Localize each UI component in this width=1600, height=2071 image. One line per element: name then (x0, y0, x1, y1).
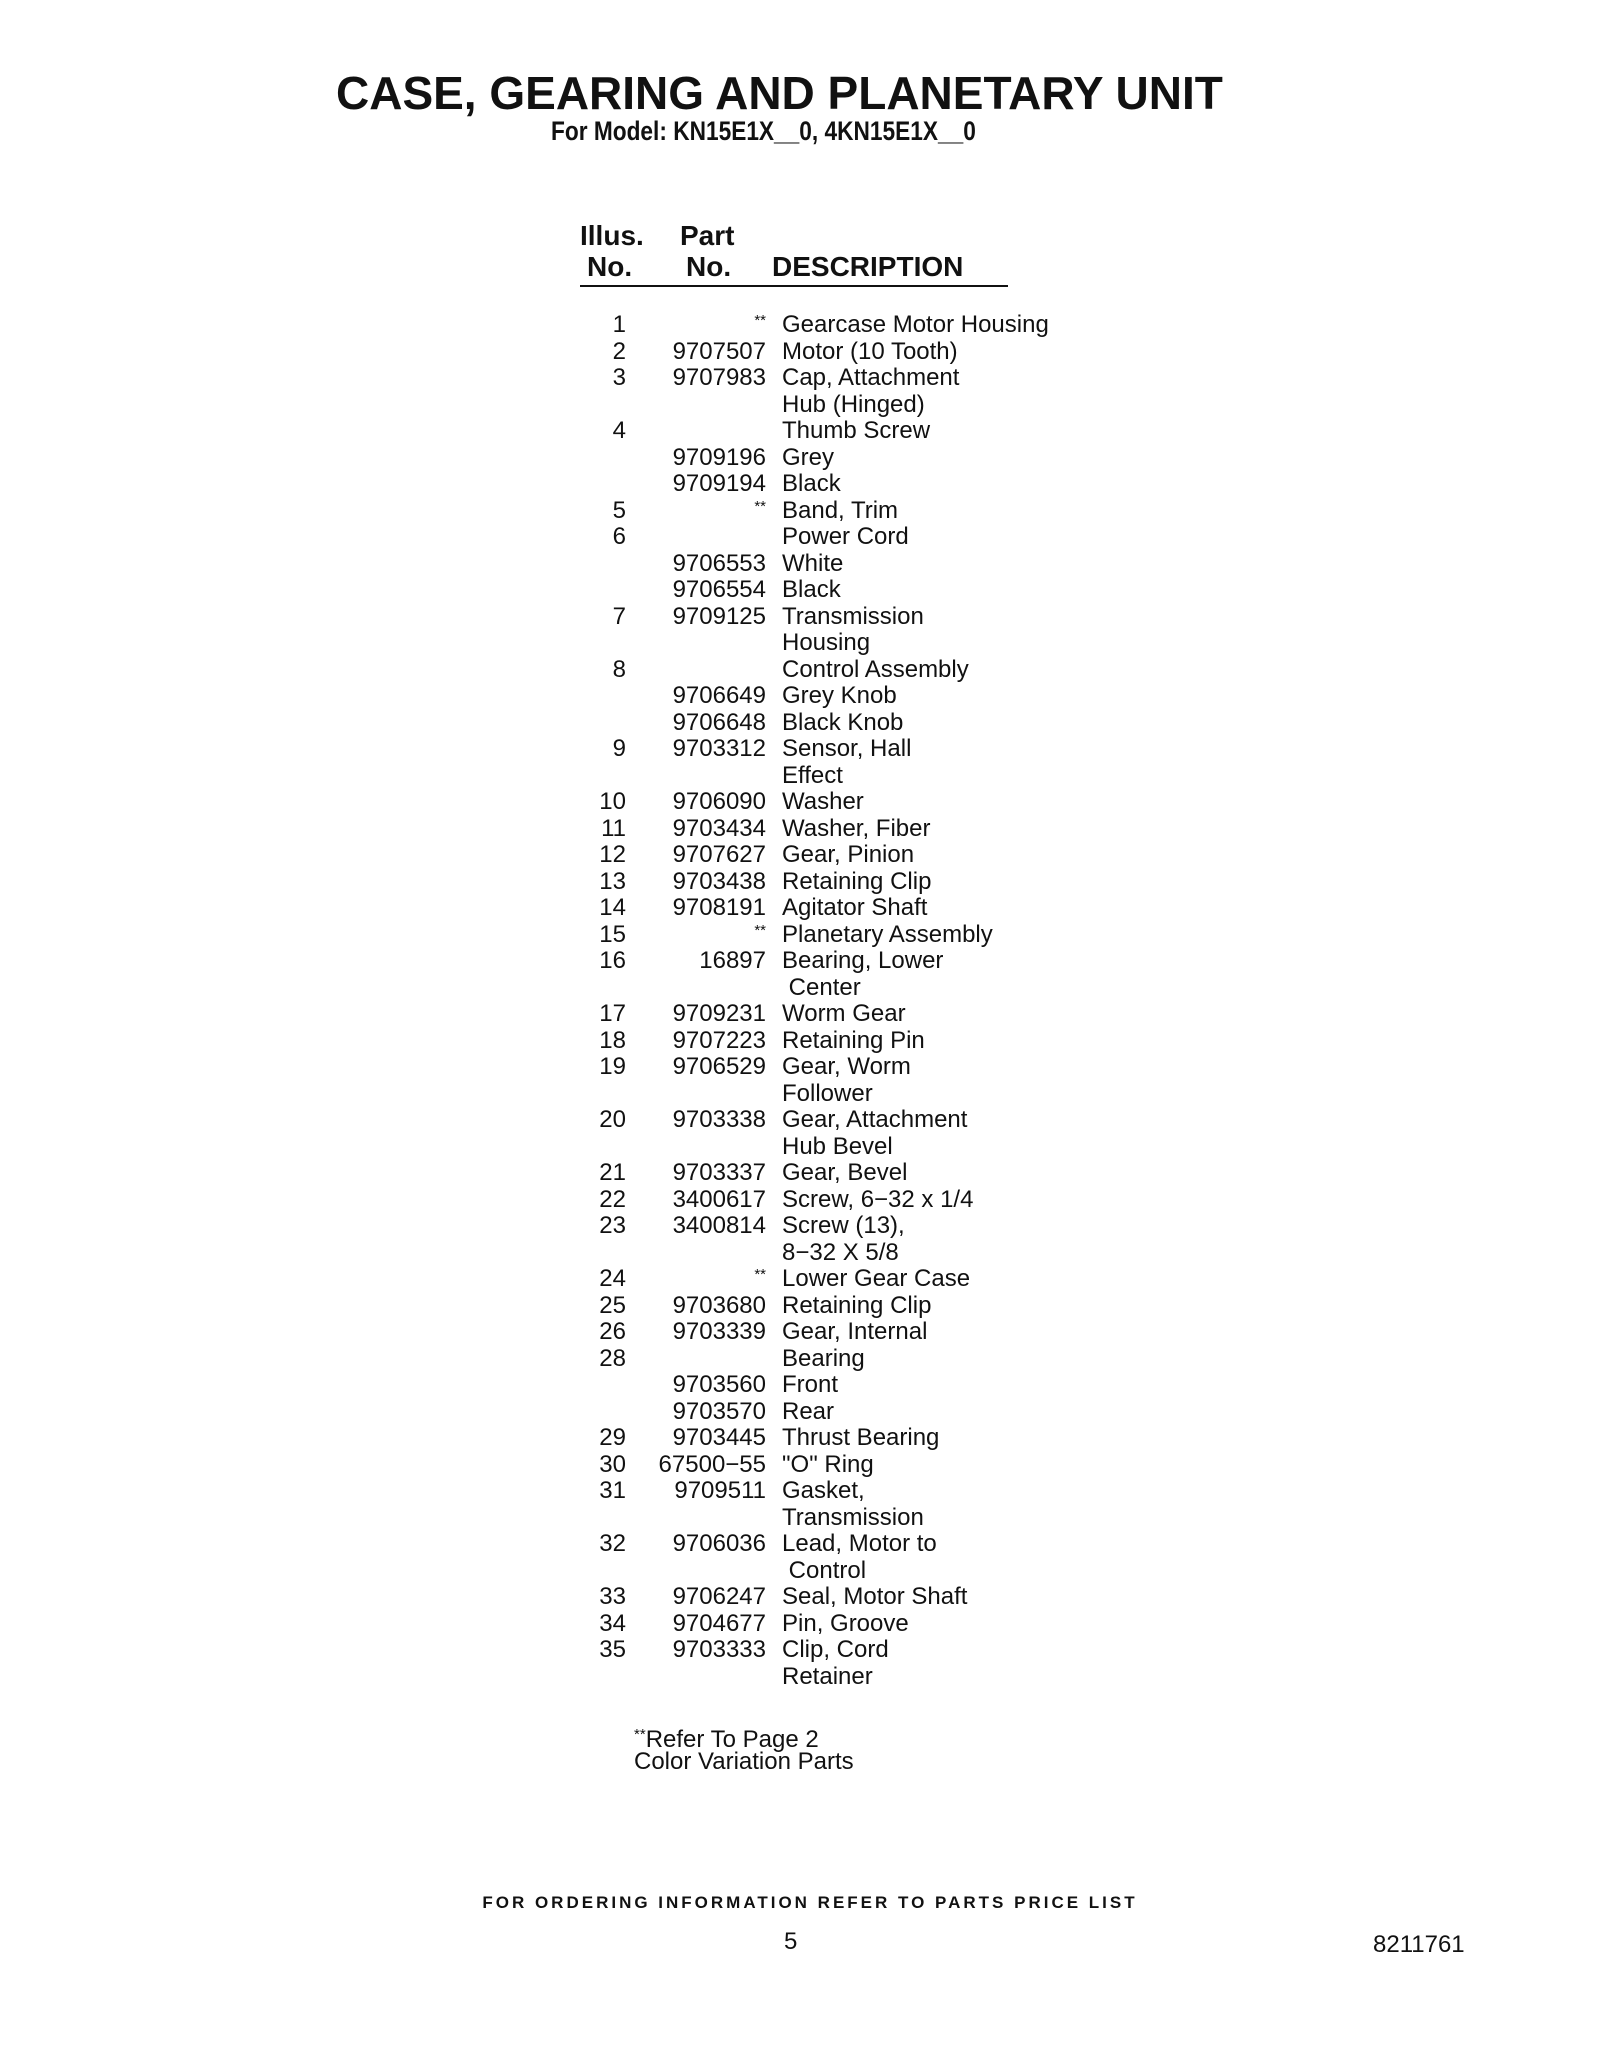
table-row (0, 1134, 1600, 1161)
illus-number: 29 (599, 1424, 626, 1451)
table-row (0, 1584, 1600, 1611)
part-description: Gear, Bevel (782, 1159, 908, 1186)
illus-number: 7 (612, 602, 626, 630)
illus-number: 28 (599, 1344, 626, 1372)
table-row (0, 1558, 1600, 1585)
table-row (0, 312, 1600, 339)
table-row (0, 1054, 1600, 1081)
part-description: Screw (13), (782, 1212, 905, 1239)
part-number: 16897 (699, 947, 766, 974)
table-row (0, 1319, 1600, 1346)
part-number: 9706036 (672, 1530, 766, 1557)
illus-number: 6 (612, 523, 626, 550)
part-number: 9703570 (672, 1397, 766, 1425)
illus-number: 16 (599, 947, 626, 974)
table-row (0, 948, 1600, 975)
table-row (0, 763, 1600, 790)
illus-number: 5 (612, 496, 626, 524)
part-header-line1: Part (680, 220, 735, 251)
part-number: 3400617 (672, 1185, 766, 1213)
illus-number: 22 (599, 1185, 626, 1213)
footnote-text: Refer To Page 2 (645, 1726, 819, 1753)
part-description: Rear (782, 1397, 835, 1425)
table-row (0, 524, 1600, 551)
table-row (0, 577, 1600, 604)
illus-number: 33 (599, 1583, 626, 1610)
part-number: 9703434 (672, 814, 766, 842)
part-description: Gasket, (782, 1477, 865, 1504)
part-number: 67500−55 (658, 1450, 766, 1478)
table-row (0, 1346, 1600, 1373)
part-description: Seal, Motor Shaft (782, 1583, 968, 1610)
part-description: Cap, Attachment (782, 364, 960, 391)
table-row (0, 604, 1600, 631)
part-description: Hub Bevel (782, 1132, 893, 1160)
table-row (0, 1001, 1600, 1028)
illus-number: 11 (601, 814, 626, 842)
part-description: Grey (782, 443, 835, 471)
part-number: 9703337 (672, 1159, 766, 1186)
part-description: Retaining Clip (782, 867, 932, 895)
illus-number: 12 (599, 841, 626, 868)
part-number: 9708191 (672, 894, 766, 921)
table-row (0, 1266, 1600, 1293)
part-description: Lead, Motor to (782, 1530, 937, 1557)
part-description: Washer (782, 788, 864, 815)
table-row (0, 869, 1600, 896)
part-description: Gear, Attachment (782, 1106, 968, 1133)
illus-number: 14 (599, 894, 626, 921)
table-row (0, 498, 1600, 525)
illus-number: 31 (599, 1477, 626, 1504)
page-number: 5 (784, 1928, 798, 1955)
part-description: Gearcase Motor Housing (782, 311, 1049, 338)
illus-number: 21 (599, 1159, 626, 1186)
table-row (0, 1107, 1600, 1134)
part-number: 9707223 (672, 1026, 766, 1054)
illus-number: 20 (599, 1106, 626, 1133)
part-number: 9703560 (672, 1371, 766, 1398)
part-description: "O" Ring (782, 1450, 874, 1478)
header-divider (580, 285, 1008, 287)
table-row (0, 1425, 1600, 1452)
part-number: ** (754, 312, 766, 329)
part-description: Retainer (782, 1662, 873, 1690)
illus-number: 2 (612, 337, 626, 365)
table-row (0, 1372, 1600, 1399)
table-row (0, 1637, 1600, 1664)
illus-number: 24 (599, 1265, 626, 1292)
illus-number: 1 (612, 311, 626, 338)
table-row (0, 683, 1600, 710)
part-description: Follower (782, 1079, 873, 1107)
document-number: 8211761 (1373, 1931, 1465, 1958)
part-number: 9707983 (672, 364, 766, 391)
part-description: Gear, Pinion (782, 841, 915, 868)
illus-number: 26 (599, 1318, 626, 1345)
part-number: 9709196 (672, 443, 766, 471)
part-description: Planetary Assembly (782, 920, 993, 948)
table-row (0, 1611, 1600, 1638)
part-description: Power Cord (782, 523, 909, 550)
table-row (0, 339, 1600, 366)
part-number: 9703445 (672, 1424, 766, 1451)
part-description: Washer, Fiber (782, 814, 931, 842)
table-row (0, 736, 1600, 763)
table-row (0, 895, 1600, 922)
part-description: 8−32 X 5/8 (782, 1238, 899, 1266)
part-number: 9706649 (672, 682, 766, 709)
part-description: Black Knob (782, 708, 904, 736)
part-description: Sensor, Hall (782, 735, 912, 762)
part-description: Retaining Pin (782, 1026, 925, 1054)
illus-number: 25 (599, 1291, 626, 1319)
part-description: Control (782, 1556, 867, 1584)
part-description: Black (782, 470, 841, 497)
part-number: ** (754, 921, 766, 939)
table-row (0, 551, 1600, 578)
part-description: Screw, 6−32 x 1/4 (782, 1185, 974, 1213)
illus-number: 10 (599, 788, 626, 815)
table-row (0, 1213, 1600, 1240)
page-title: CASE, GEARING AND PLANETARY UNIT (336, 67, 1223, 119)
part-description: Center (782, 973, 861, 1001)
part-number: 9706554 (672, 576, 766, 603)
part-number: 9706247 (672, 1583, 766, 1610)
table-row (0, 842, 1600, 869)
table-row (0, 710, 1600, 737)
table-row (0, 1160, 1600, 1187)
table-row (0, 392, 1600, 419)
table-row (0, 1399, 1600, 1426)
table-row (0, 1478, 1600, 1505)
part-number: 9709125 (672, 602, 766, 630)
illus-number: 4 (612, 417, 626, 444)
part-description: Bearing, Lower (782, 947, 944, 974)
part-description: Black (782, 576, 841, 603)
part-description: Grey Knob (782, 682, 897, 709)
part-description: Housing (782, 629, 871, 656)
part-description: Motor (10 Tooth) (782, 337, 958, 365)
table-row (0, 657, 1600, 684)
table-row (0, 630, 1600, 657)
part-number: ** (754, 497, 766, 515)
part-number: 9706553 (672, 549, 766, 577)
table-row (0, 975, 1600, 1002)
footnote-line2: Color Variation Parts (634, 1748, 854, 1775)
part-number: 9707507 (672, 337, 766, 365)
part-description: Retaining Clip (782, 1291, 932, 1319)
table-row (0, 1028, 1600, 1055)
part-number: 9703312 (672, 735, 766, 762)
part-description: Band, Trim (782, 496, 899, 524)
part-description: Thrust Bearing (782, 1424, 940, 1451)
part-number: 9707627 (672, 841, 766, 868)
table-row (0, 1531, 1600, 1558)
part-description: Control Assembly (782, 655, 969, 683)
table-row (0, 922, 1600, 949)
table-row (0, 816, 1600, 843)
part-description: Front (782, 1371, 839, 1398)
part-description: Gear, Worm (782, 1053, 911, 1080)
part-number: 9703680 (672, 1291, 766, 1319)
table-row (0, 789, 1600, 816)
part-description: Thumb Screw (782, 417, 931, 444)
part-description: Bearing (782, 1344, 865, 1372)
table-row (0, 1664, 1600, 1691)
illus-number: 32 (599, 1530, 626, 1557)
parts-table (0, 312, 1600, 1690)
part-number: 3400814 (672, 1212, 766, 1239)
table-row (0, 1240, 1600, 1267)
part-number: 9706529 (672, 1053, 766, 1080)
table-row (0, 1187, 1600, 1214)
part-description: Transmission (782, 1503, 924, 1531)
illus-number: 19 (599, 1053, 626, 1080)
part-number: 9703438 (672, 867, 766, 895)
illus-number: 23 (599, 1212, 626, 1239)
illus-number: 9 (612, 735, 626, 762)
table-row (0, 418, 1600, 445)
illus-number: 18 (599, 1026, 626, 1054)
part-number: 9703339 (672, 1318, 766, 1345)
part-number: 9704677 (672, 1609, 766, 1637)
part-number: 9706090 (672, 788, 766, 815)
illus-number: 35 (599, 1636, 626, 1663)
part-description: Pin, Groove (782, 1609, 909, 1637)
table-row (0, 1452, 1600, 1479)
illus-number: 30 (599, 1450, 626, 1478)
part-number: 9706648 (672, 708, 766, 736)
part-description: Effect (782, 761, 843, 789)
part-description: Worm Gear (782, 1000, 906, 1027)
illus-number: 13 (599, 867, 626, 895)
part-description: Agitator Shaft (782, 894, 928, 921)
part-number: 9709231 (672, 1000, 766, 1027)
part-description: White (782, 549, 844, 577)
table-row (0, 445, 1600, 472)
table-row (0, 365, 1600, 392)
part-number: 9709194 (672, 470, 766, 497)
table-row (0, 1293, 1600, 1320)
part-description: Clip, Cord (782, 1636, 889, 1663)
part-description: Transmission (782, 602, 924, 630)
part-description: Lower Gear Case (782, 1265, 971, 1292)
illus-number: 17 (599, 1000, 626, 1027)
model-subtitle: For Model: KN15E1X__0, 4KN15E1X__0 (551, 116, 976, 146)
table-row (0, 471, 1600, 498)
part-number: 9703333 (672, 1636, 766, 1663)
illus-header-line2: No. (587, 251, 633, 282)
description-header: DESCRIPTION (772, 251, 964, 282)
footnote-star: ** (634, 1726, 646, 1743)
table-row (0, 1081, 1600, 1108)
illus-header-line1: Illus. (580, 220, 644, 251)
part-description: Hub (Hinged) (782, 390, 925, 418)
illus-number: 8 (612, 655, 626, 683)
part-number: ** (754, 1266, 766, 1283)
part-number: 9709511 (674, 1477, 766, 1504)
part-description: Gear, Internal (782, 1318, 928, 1345)
part-header-line2: No. (686, 251, 732, 282)
illus-number: 34 (599, 1609, 626, 1637)
illus-number: 15 (599, 920, 626, 948)
table-row (0, 1505, 1600, 1532)
part-number: 9703338 (672, 1106, 766, 1133)
ordering-info: FOR ORDERING INFORMATION REFER TO PARTS PRICE LIST (482, 1893, 1138, 1912)
illus-number: 3 (612, 364, 626, 391)
